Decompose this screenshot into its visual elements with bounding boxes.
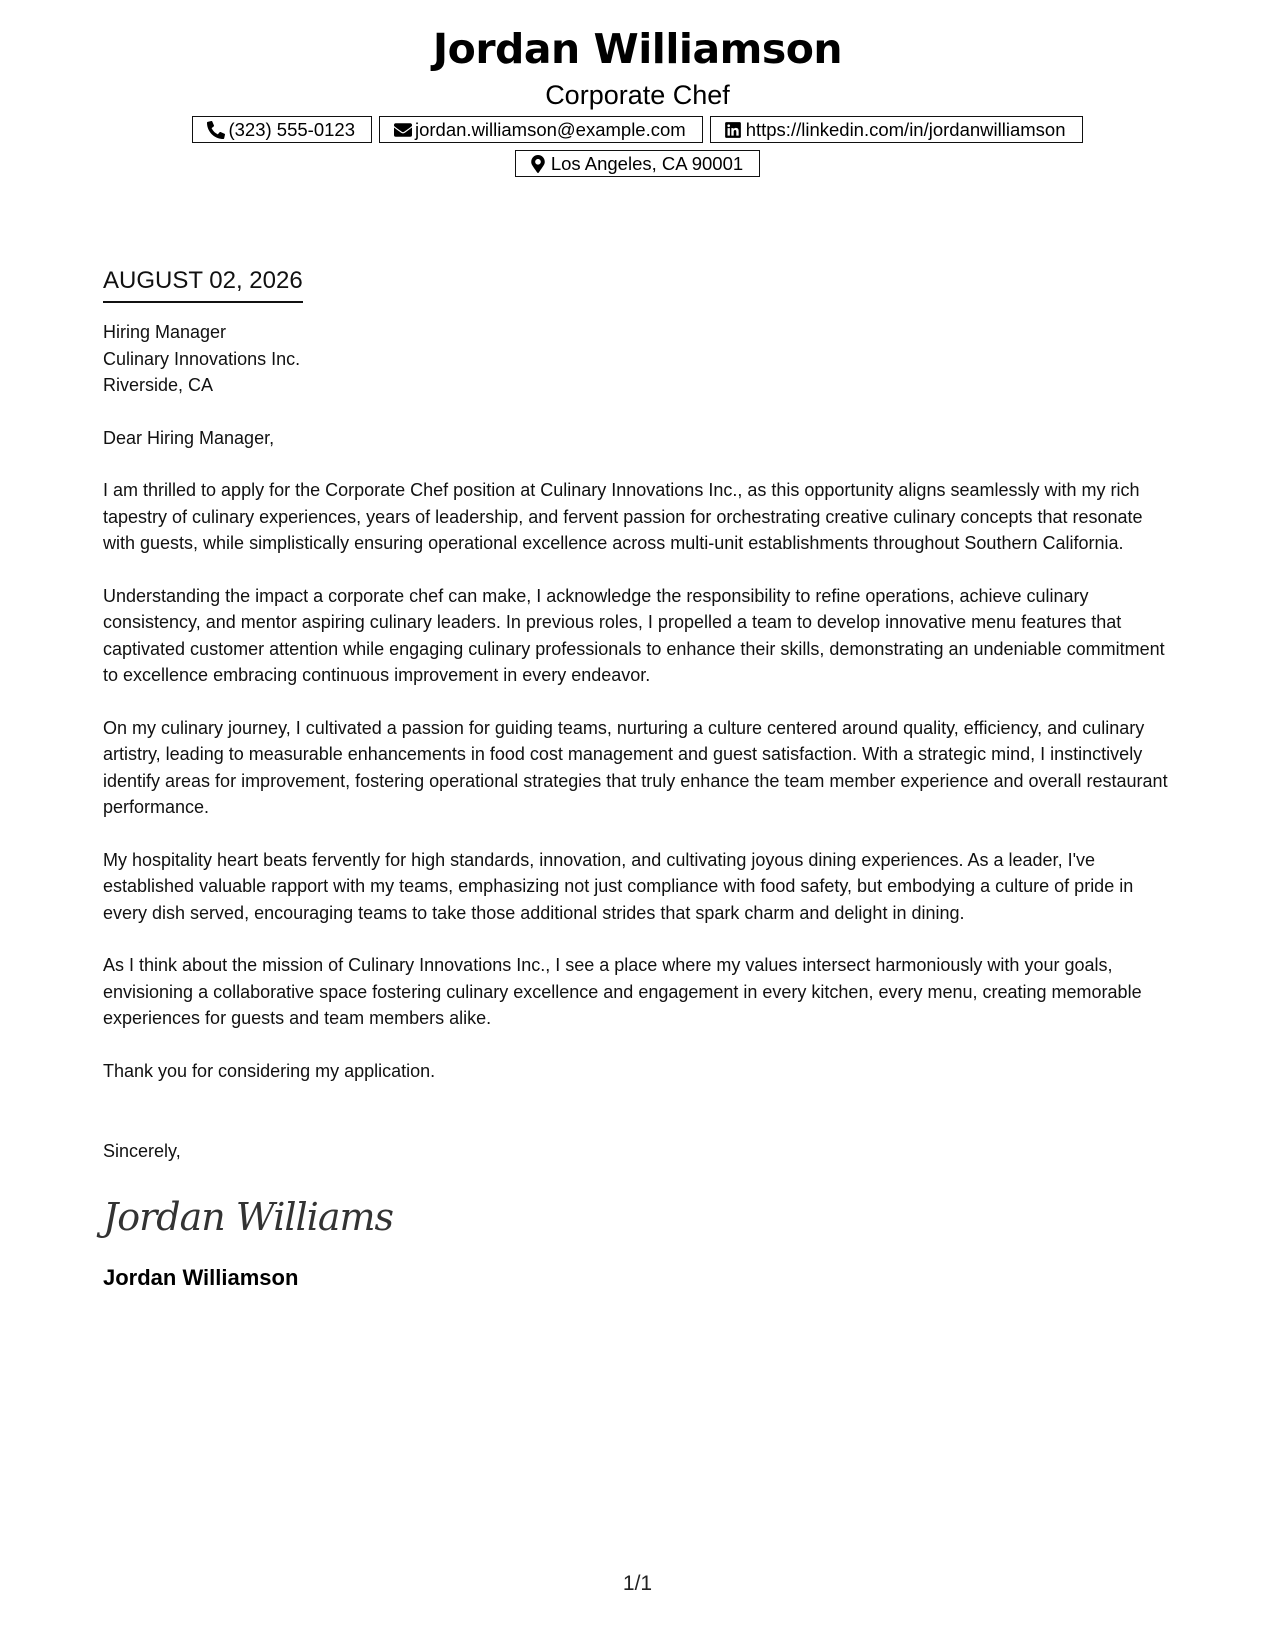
letter-body	[103, 263, 1178, 1293]
map-pin-icon	[529, 154, 548, 173]
recipient-company: Culinary Innovations Inc.	[103, 348, 301, 369]
body-paragraph: Understanding the impact a corporate chef can make, I acknowledge the responsibility to refine operations, achieve culinary consistency, and mentor aspiring culinary leaders. In previous roles, I propelled a team to develop innovative menu features that captivated customer attention while engaging culinary professionals to enhance their skills, demonstrating an undeniable commitment to excellence embracing continuous improvement in every endeavor.	[103, 585, 1165, 685]
recipient-title: Hiring Manager	[103, 322, 227, 342]
linkedin-contact[interactable]	[710, 116, 1083, 143]
location-contact	[515, 150, 760, 177]
handwritten-signature: Jordan Williams	[103, 1194, 394, 1239]
linkedin-icon	[724, 120, 743, 139]
signed-name: Jordan Williamson	[103, 1264, 299, 1290]
recipient-location: Riverside, CA	[103, 375, 214, 395]
email-text: jordan.williamson@example.com	[415, 118, 686, 140]
applicant-name: Jordan Williamson	[432, 25, 843, 73]
page-number: 1/1	[622, 1572, 653, 1595]
phone-icon	[206, 120, 225, 139]
body-paragraph: I am thrilled to apply for the Corporate Chef position at Culinary Innovations Inc., as this opportunity aligns seamlessly with my rich tapestry of culinary experiences, years of leadership, and fervent passion for orchestrating creative culinary concepts that resonate with guests, while simplistically ensuring operational excellence across multi-unit establishments throughout Southern California.	[103, 480, 1143, 553]
location-text: Los Angeles, CA 90001	[550, 152, 744, 174]
phone-text: (323) 555-0123	[228, 118, 355, 140]
body-paragraph: My hospitality heart beats fervently for high standards, innovation, and cultivating joyous dining experiences. As a leader, I've established valuable rapport with my teams, emphasizing not just compliance with food safety, but embodying a culture of pride in every dish served, encouraging teams to take those additional strides that spark charm and delight in dining.	[103, 849, 1134, 923]
body-paragraph: As I think about the mission of Culinary Innovations Inc., I see a place where my values intersect harmoniously with your goals, envisioning a collaborative space fostering culinary excellence and engagement in every kitchen, every menu, creating memorable experiences for guests and team members alike.	[103, 955, 1142, 1028]
job-title: Corporate Chef	[545, 80, 730, 110]
email-contact[interactable]	[379, 116, 703, 143]
contact-row-2	[0, 150, 1275, 177]
thank-you-line: Thank you for considering my application.	[103, 1060, 436, 1081]
phone-contact[interactable]	[192, 116, 372, 143]
letter-date: AUGUST 02, 2026	[103, 263, 303, 303]
letter-header	[0, 20, 1275, 184]
linkedin-text: https://linkedin.com/in/jordanwilliamson	[745, 118, 1066, 140]
contact-row-1	[0, 116, 1275, 143]
closing: Sincerely,	[103, 1141, 181, 1161]
salutation: Dear Hiring Manager,	[103, 427, 275, 448]
recipient-block	[103, 319, 1178, 399]
envelope-icon	[393, 120, 412, 139]
body-paragraph: On my culinary journey, I cultivated a passion for guiding teams, nurturing a culture centered around quality, efficiency, and culinary artistry, leading to measurable enhancements in food cost management and guest satisfaction. With a strategic mind, I instinctively identify areas for improvement, fostering operational strategies that truly enhance the team member experience and overall restaurant performance.	[103, 717, 1168, 817]
